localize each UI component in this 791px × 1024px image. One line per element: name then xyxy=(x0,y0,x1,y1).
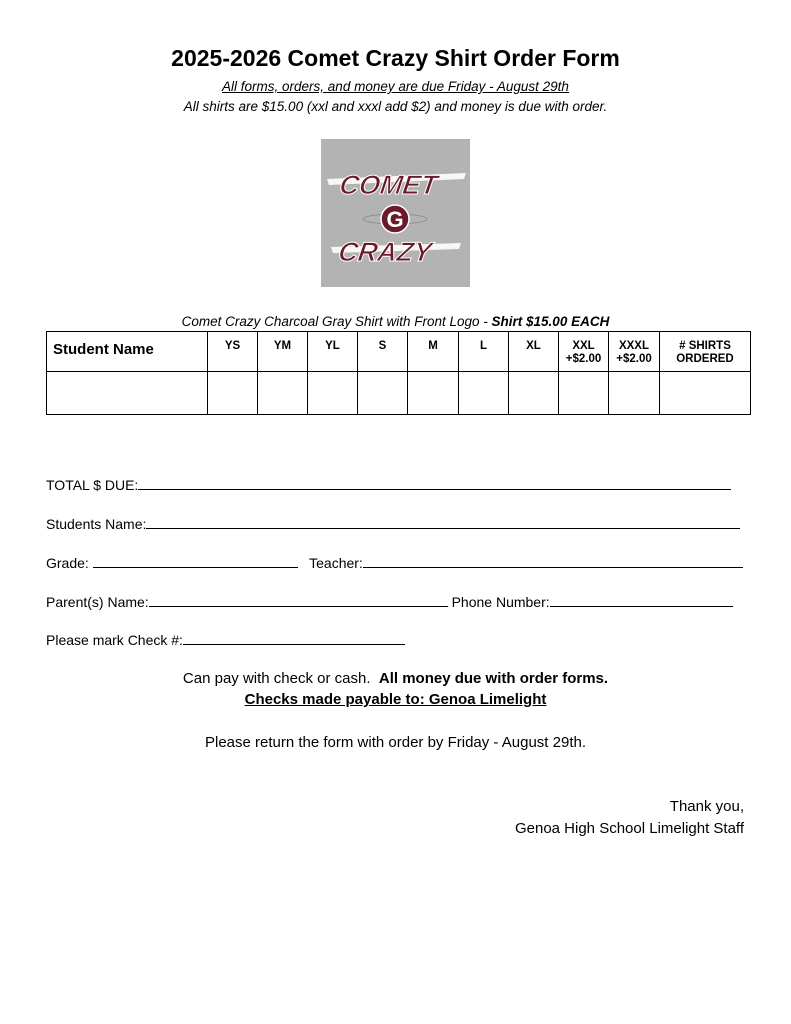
shirt-caption xyxy=(0,314,791,329)
order-table xyxy=(46,331,751,415)
size-header-yl: YL xyxy=(308,332,358,372)
price-notice: All shirts are $15.00 (xxl and xxxl add $2) and money is due with order. xyxy=(183,99,608,114)
check-number-field xyxy=(46,631,405,648)
ordered-label: ORDERED xyxy=(676,353,734,365)
comet-crazy-logo xyxy=(321,139,470,287)
total-due-line[interactable] xyxy=(138,476,731,490)
due-notice: All forms, orders, and money are due Friday - August 29th xyxy=(222,79,569,94)
shirt-price: Shirt $15.00 EACH xyxy=(491,314,610,329)
phone-number-label: Phone Number: xyxy=(451,594,550,610)
parents-name-label: Parent(s) Name: xyxy=(46,594,149,610)
size-header-l: L xyxy=(459,332,509,372)
qty-yl-cell[interactable] xyxy=(308,372,358,415)
student-name-header: Student Name xyxy=(47,332,208,372)
check-number-line[interactable] xyxy=(183,631,405,645)
grade-line[interactable] xyxy=(93,554,298,568)
page-title: 2025-2026 Comet Crazy Shirt Order Form xyxy=(171,45,620,71)
student-name-cell[interactable] xyxy=(47,372,208,415)
phone-number-line[interactable] xyxy=(550,593,733,607)
xxxl-extra: +$2.00 xyxy=(616,353,652,365)
size-header-s: S xyxy=(358,332,408,372)
qty-l-cell[interactable] xyxy=(459,372,509,415)
shirts-label: # SHIRTS xyxy=(679,340,731,352)
size-header-ys: YS xyxy=(208,332,258,372)
payment-methods-text: Can pay with check or cash. xyxy=(182,670,371,687)
size-header-xxxl xyxy=(609,332,660,372)
total-due-label: TOTAL $ DUE: xyxy=(46,477,139,493)
money-due-text: All money due with order forms. xyxy=(378,670,609,687)
qty-xxxl-cell[interactable] xyxy=(609,372,660,415)
students-name-line[interactable] xyxy=(146,515,740,529)
students-name-field xyxy=(46,515,740,532)
order-table-header xyxy=(47,332,751,372)
logo-word-bottom: CRAZY xyxy=(336,236,434,267)
size-header-m: M xyxy=(408,332,459,372)
size-header-ym: YM xyxy=(258,332,308,372)
qty-s-cell[interactable] xyxy=(358,372,408,415)
shirts-ordered-header xyxy=(660,332,751,372)
shirt-description: Comet Crazy Charcoal Gray Shirt with Front Logo - xyxy=(181,314,488,329)
return-notice: Please return the form with order by Friday - August 29th. xyxy=(204,734,586,751)
qty-m-cell[interactable] xyxy=(408,372,459,415)
xxl-label: XXL xyxy=(572,340,595,352)
qty-xxl-cell[interactable] xyxy=(559,372,609,415)
logo-letter: G xyxy=(386,207,404,232)
payable-to: Checks made payable to: Genoa Limelight xyxy=(244,691,547,708)
qty-ym-cell[interactable] xyxy=(258,372,308,415)
closing-signature: Genoa High School Limelight Staff xyxy=(514,820,744,837)
grade-label: Grade: xyxy=(46,555,89,571)
xxxl-label: XXXL xyxy=(618,340,650,352)
qty-xl-cell[interactable] xyxy=(509,372,559,415)
teacher-label: Teacher: xyxy=(309,555,363,571)
parents-name-line[interactable] xyxy=(149,593,448,607)
parent-phone-field xyxy=(46,593,733,610)
check-number-label: Please mark Check #: xyxy=(46,632,183,648)
total-due-field xyxy=(46,476,731,493)
xxl-extra: +$2.00 xyxy=(565,353,602,365)
closing-thanks: Thank you, xyxy=(669,798,744,815)
grade-teacher-field xyxy=(46,554,743,571)
teacher-line[interactable] xyxy=(363,554,743,568)
payment-methods xyxy=(0,670,791,687)
size-header-xxl xyxy=(559,332,609,372)
size-header-xl: XL xyxy=(509,332,559,372)
order-entry-row xyxy=(47,372,751,415)
shirts-ordered-cell[interactable] xyxy=(660,372,751,415)
qty-ys-cell[interactable] xyxy=(208,372,258,415)
students-name-label: Students Name: xyxy=(46,516,147,532)
logo-word-top: COMET xyxy=(337,169,440,200)
